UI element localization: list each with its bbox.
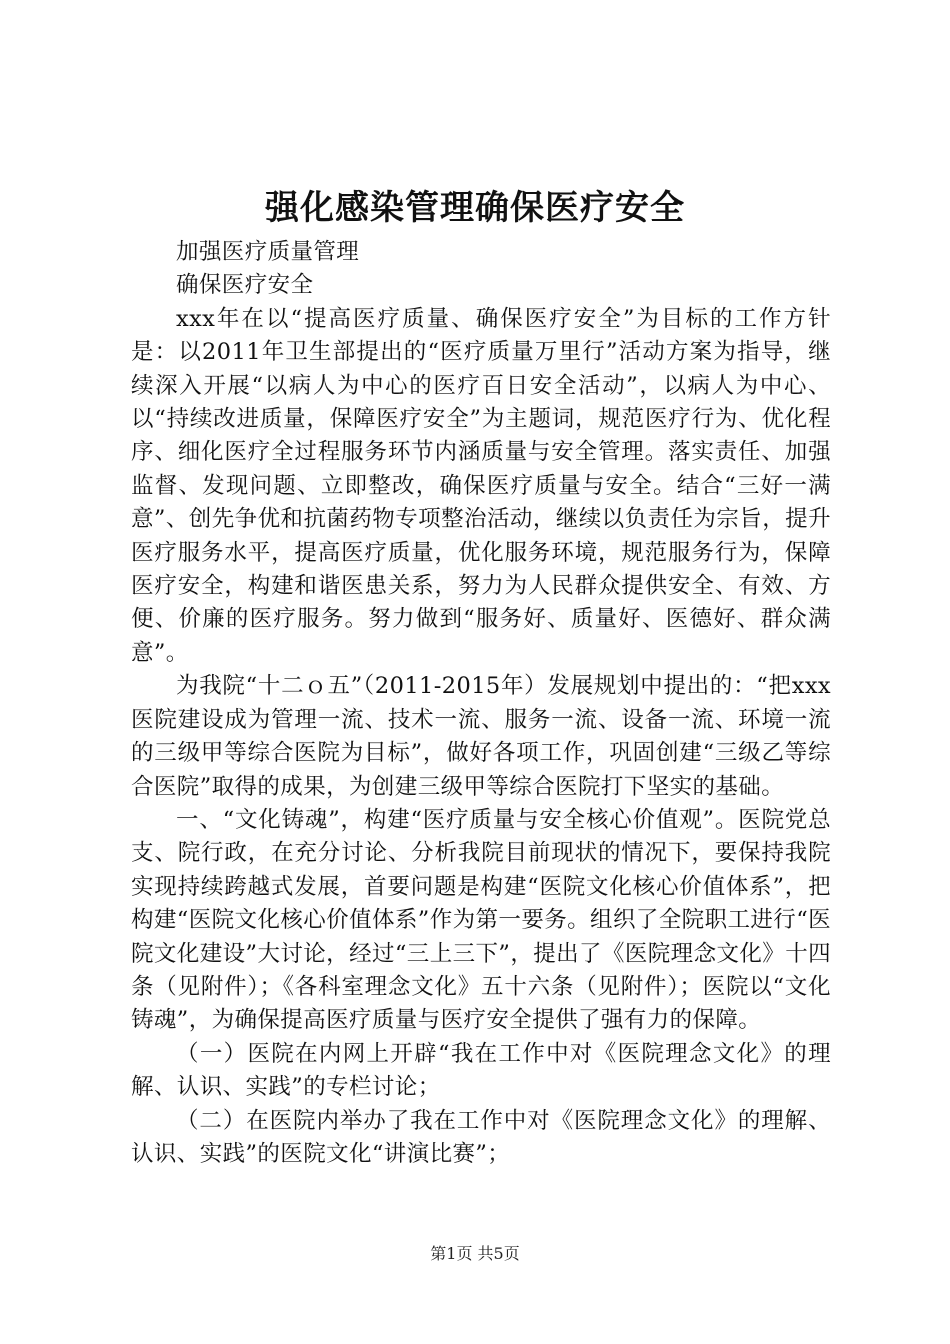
document-title: 强化感染管理确保医疗安全 (265, 188, 685, 228)
body-paragraph: 为我院“十二ｏ五”（2011-2015年）发展规划中提出的：“把xxx医院建设成为管理一流、技术一流、服务一流、设备一流、环境一流的三级甲等综合医院为目标”，做好各项工作，巩固创建“三级乙等综合医院”取得的成果，为创建三级甲等综合医院打下坚实的基础。 (131, 673, 831, 800)
document-body (131, 236, 831, 1171)
body-paragraph: xxx年在以“提高医疗质量、确保医疗安全”为目标的工作方针是：以2011年卫生部提出的“医疗质量万里行”活动方案为指导，继续深入开展“以病人为中心的医疗百日安全活动”，以病人为中心、以“持续改进质量，保障医疗安全”为主题词，规范医疗行为、优化程序、细化医疗全过程服务环节内涵质量与安全管理。落实责任、加强监督、发现问题、立即整改，确保医疗质量与安全。结合“三好一满意”、创先争优和抗菌药物专项整治活动，继续以负责任为宗旨，提升医疗服务水平，提高医疗质量，优化服务环境，规范服务行为，保障医疗安全，构建和谐医患关系，努力为人民群众提供安全、有效、方便、价廉的医疗服务。努力做到“服务好、质量好、医德好、群众满意”。 (131, 305, 831, 666)
subheading-paragraph: 确保医疗安全 (176, 272, 314, 299)
subheading-paragraph: 加强医疗质量管理 (176, 239, 360, 265)
list-item-paragraph: （一）医院在内网上开辟“我在工作中对《医院理念文化》的理解、认识、实践”的专栏讨论； (131, 1040, 831, 1101)
body-paragraph: 一、“文化铸魂”，构建“医疗质量与安全核心价值观”。医院党总支、院行政，在充分讨论、分析我院目前现状的情况下，要保持我院实现持续跨越式发展，首要问题是构建“医院文化核心价值体系”，把构建“医院文化核心价值体系”作为第一要务。组织了全院职工进行“医院文化建设”大讨论，经过“三上三下”，提出了《医院理念文化》十四条（见附件）；《各科室理念文化》五十六条（见附件）；医院以“文化铸魂”，为确保提高医疗质量与医疗安全提供了强有力的保障。 (131, 806, 831, 1034)
page-footer: 第1页 共5页 (430, 1244, 520, 1263)
list-item-paragraph: （二）在医院内举办了我在工作中对《医院理念文化》的理解、认识、实践”的医院文化“讲演比赛”； (131, 1107, 831, 1167)
